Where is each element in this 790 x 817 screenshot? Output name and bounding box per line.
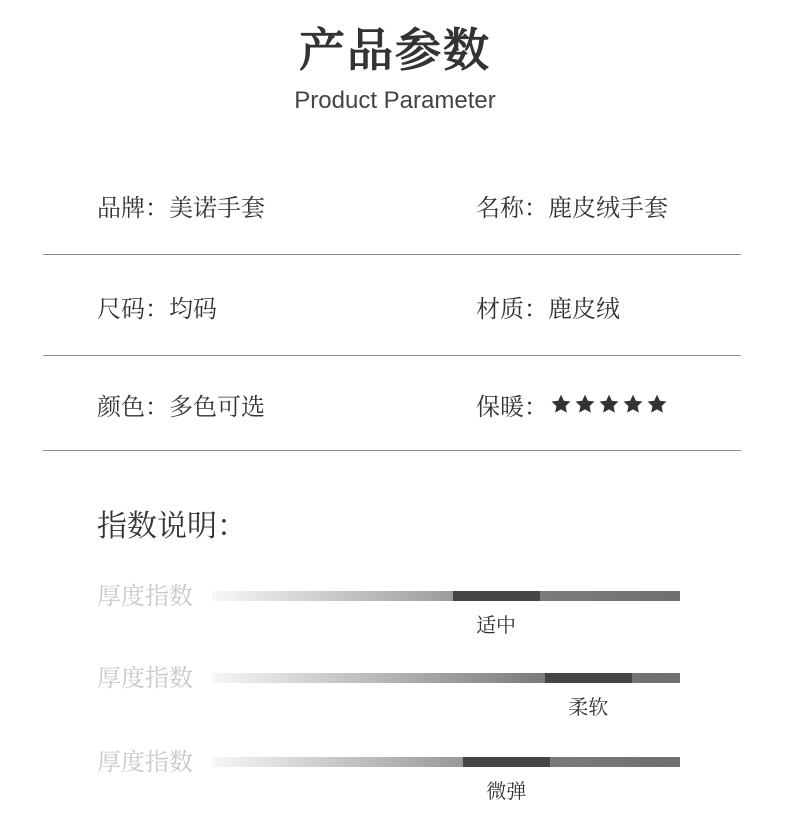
page-title: 产品参数: [299, 23, 491, 77]
star-icon: [550, 393, 572, 415]
index-row-3: [0, 747, 790, 807]
index-marker: [463, 757, 550, 767]
index-value: 柔软: [568, 695, 609, 719]
index-marker: [453, 591, 540, 601]
index-label: 厚度指数: [97, 664, 193, 692]
index-value: 微弹: [486, 779, 527, 803]
param-material: 材质：鹿皮绒: [476, 294, 620, 323]
param-warmth: [476, 357, 668, 451]
index-section-title: 指数说明：: [97, 509, 247, 544]
param-row-1: [43, 155, 741, 255]
warmth-rating: [550, 393, 668, 415]
index-row-1: [0, 581, 790, 641]
param-color: 颜色：多色可选: [97, 392, 265, 421]
param-size: 尺码：均码: [97, 294, 217, 323]
page-subtitle: Product Parameter: [294, 87, 496, 114]
star-icon: [598, 393, 620, 415]
index-row-2: [0, 663, 790, 723]
index-value: 适中: [476, 613, 517, 637]
index-bar: [212, 673, 680, 683]
param-row-3: [43, 357, 741, 451]
param-name: 名称：鹿皮绒手套: [476, 193, 668, 222]
star-icon: [646, 393, 668, 415]
star-icon: [574, 393, 596, 415]
param-brand: 品牌：美诺手套: [97, 193, 265, 222]
index-marker: [545, 673, 632, 683]
param-warmth-label: 保暖：: [476, 392, 548, 421]
star-icon: [622, 393, 644, 415]
index-bar: [212, 591, 680, 601]
row-divider: [43, 355, 741, 356]
index-label: 厚度指数: [97, 748, 193, 776]
row-divider: [43, 254, 741, 255]
index-bar: [212, 757, 680, 767]
row-divider: [43, 450, 741, 451]
index-label: 厚度指数: [97, 582, 193, 610]
param-row-2: [43, 256, 741, 356]
